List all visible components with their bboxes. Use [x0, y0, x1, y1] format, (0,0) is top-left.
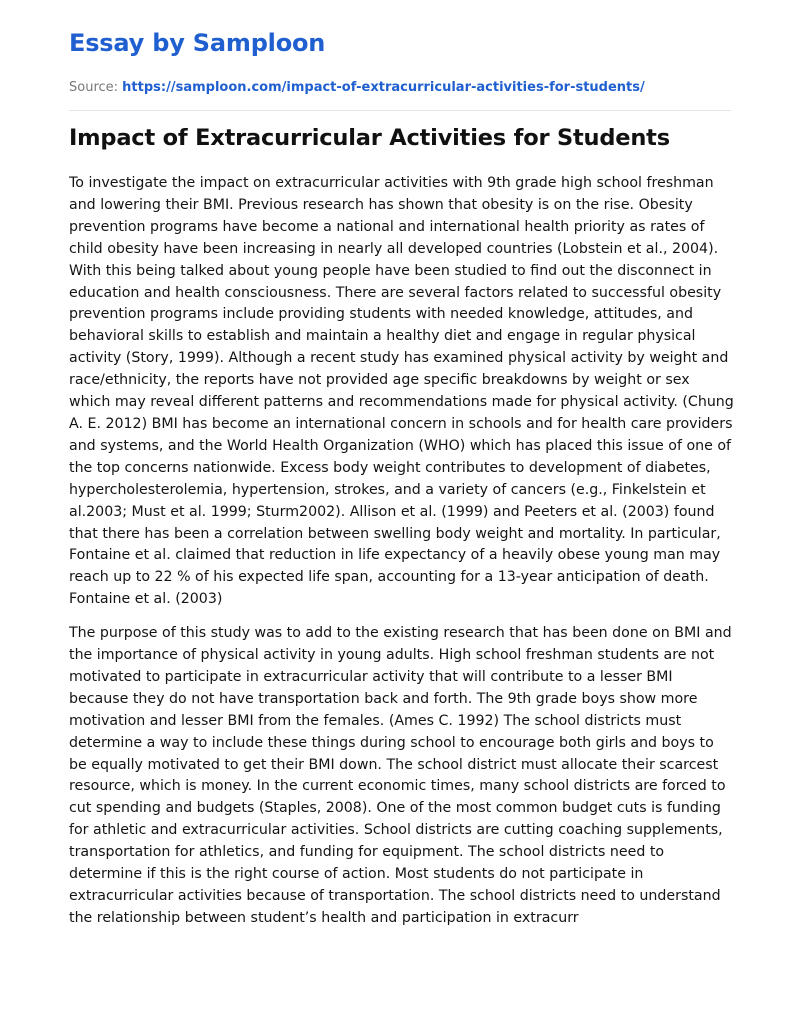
source-line: [69, 80, 645, 95]
essay-body: [69, 173, 735, 942]
source-link[interactable]: https://samploon.com/impact-of-extracurricular-activities-for-students/: [122, 80, 645, 95]
source-label: Source:: [69, 80, 119, 95]
essay-paragraph-2: The purpose of this study was to add to the existing research that has been done on BMI and the importance of physical activity in young adults. High school freshman students are not motivated to participate in extracurricular activity that will contribute to a lesser BMI because they do not have transportation back and forth. The 9th grade boys show more motivation and lesser BMI from the females. (Ames C. 1992) The school districts must determine a way to include these things during school to encourage both girls and boys to be equally motivated to get their BMI down. The school district must allocate their scarcest resource, which is money. In the current economic times, many school districts are forced to cut spending and budgets (Staples, 2008). One of the most common budget cuts is funding for athletic and extracurricular activities. School districts are cutting coaching supplements, transportation for athletics, and funding for equipment. The school districts need to determine if this is the right course of action. Most students do not participate in extracurricular activities because of transportation. The school districts need to understand the relationship between student’s health and participation in extracurr: [69, 625, 732, 926]
site-brand[interactable]: Essay by Samploon: [69, 29, 326, 57]
header-divider: [69, 110, 731, 111]
essay-title: Impact of Extracurricular Activities for Students: [69, 125, 670, 151]
essay-paragraph-1: To investigate the impact on extracurricular activities with 9th grade high school freshman and lowering their BMI. Previous research has shown that obesity is on the rise. Obesity prevention programs have become a national and international health priority as rates of child obesity have been increasing in nearly all developed countries (Lobstein et al., 2004). With this being talked about young people have been studied to find out the disconnect in education and health consciousness. There are several factors related to successful obesity prevention programs include providing students with needed knowledge, attitudes, and behavioral skills to establish and maintain a healthy diet and engage in regular physical activity (Story, 1999). Although a recent study has examined physical activity by weight and race/ethnicity, the reports have not provided age specific breakdowns by weight or sex which may reveal different patterns and recommendations made for physical activity. (Chung A. E. 2012) BMI has become an international concern in schools and for health care providers and systems, and the World Health Organization (WHO) which has placed this issue of one of the top concerns nationwide. Excess body weight contributes to development of diabetes, hypercholesterolemia, hypertension, strokes, and a variety of cancers (e.g., Finkelstein et al.2003; Must et al. 1999; Sturm2002). Allison et al. (1999) and Peeters et al. (2003) found that there has been a correlation between swelling body weight and mortality. In particular, Fontaine et al. claimed that reduction in life expectancy of a heavily obese young man may reach up to 22 % of his expected life span, accounting for a 13-year anticipation of death. Fontaine et al. (2003): [69, 175, 734, 608]
